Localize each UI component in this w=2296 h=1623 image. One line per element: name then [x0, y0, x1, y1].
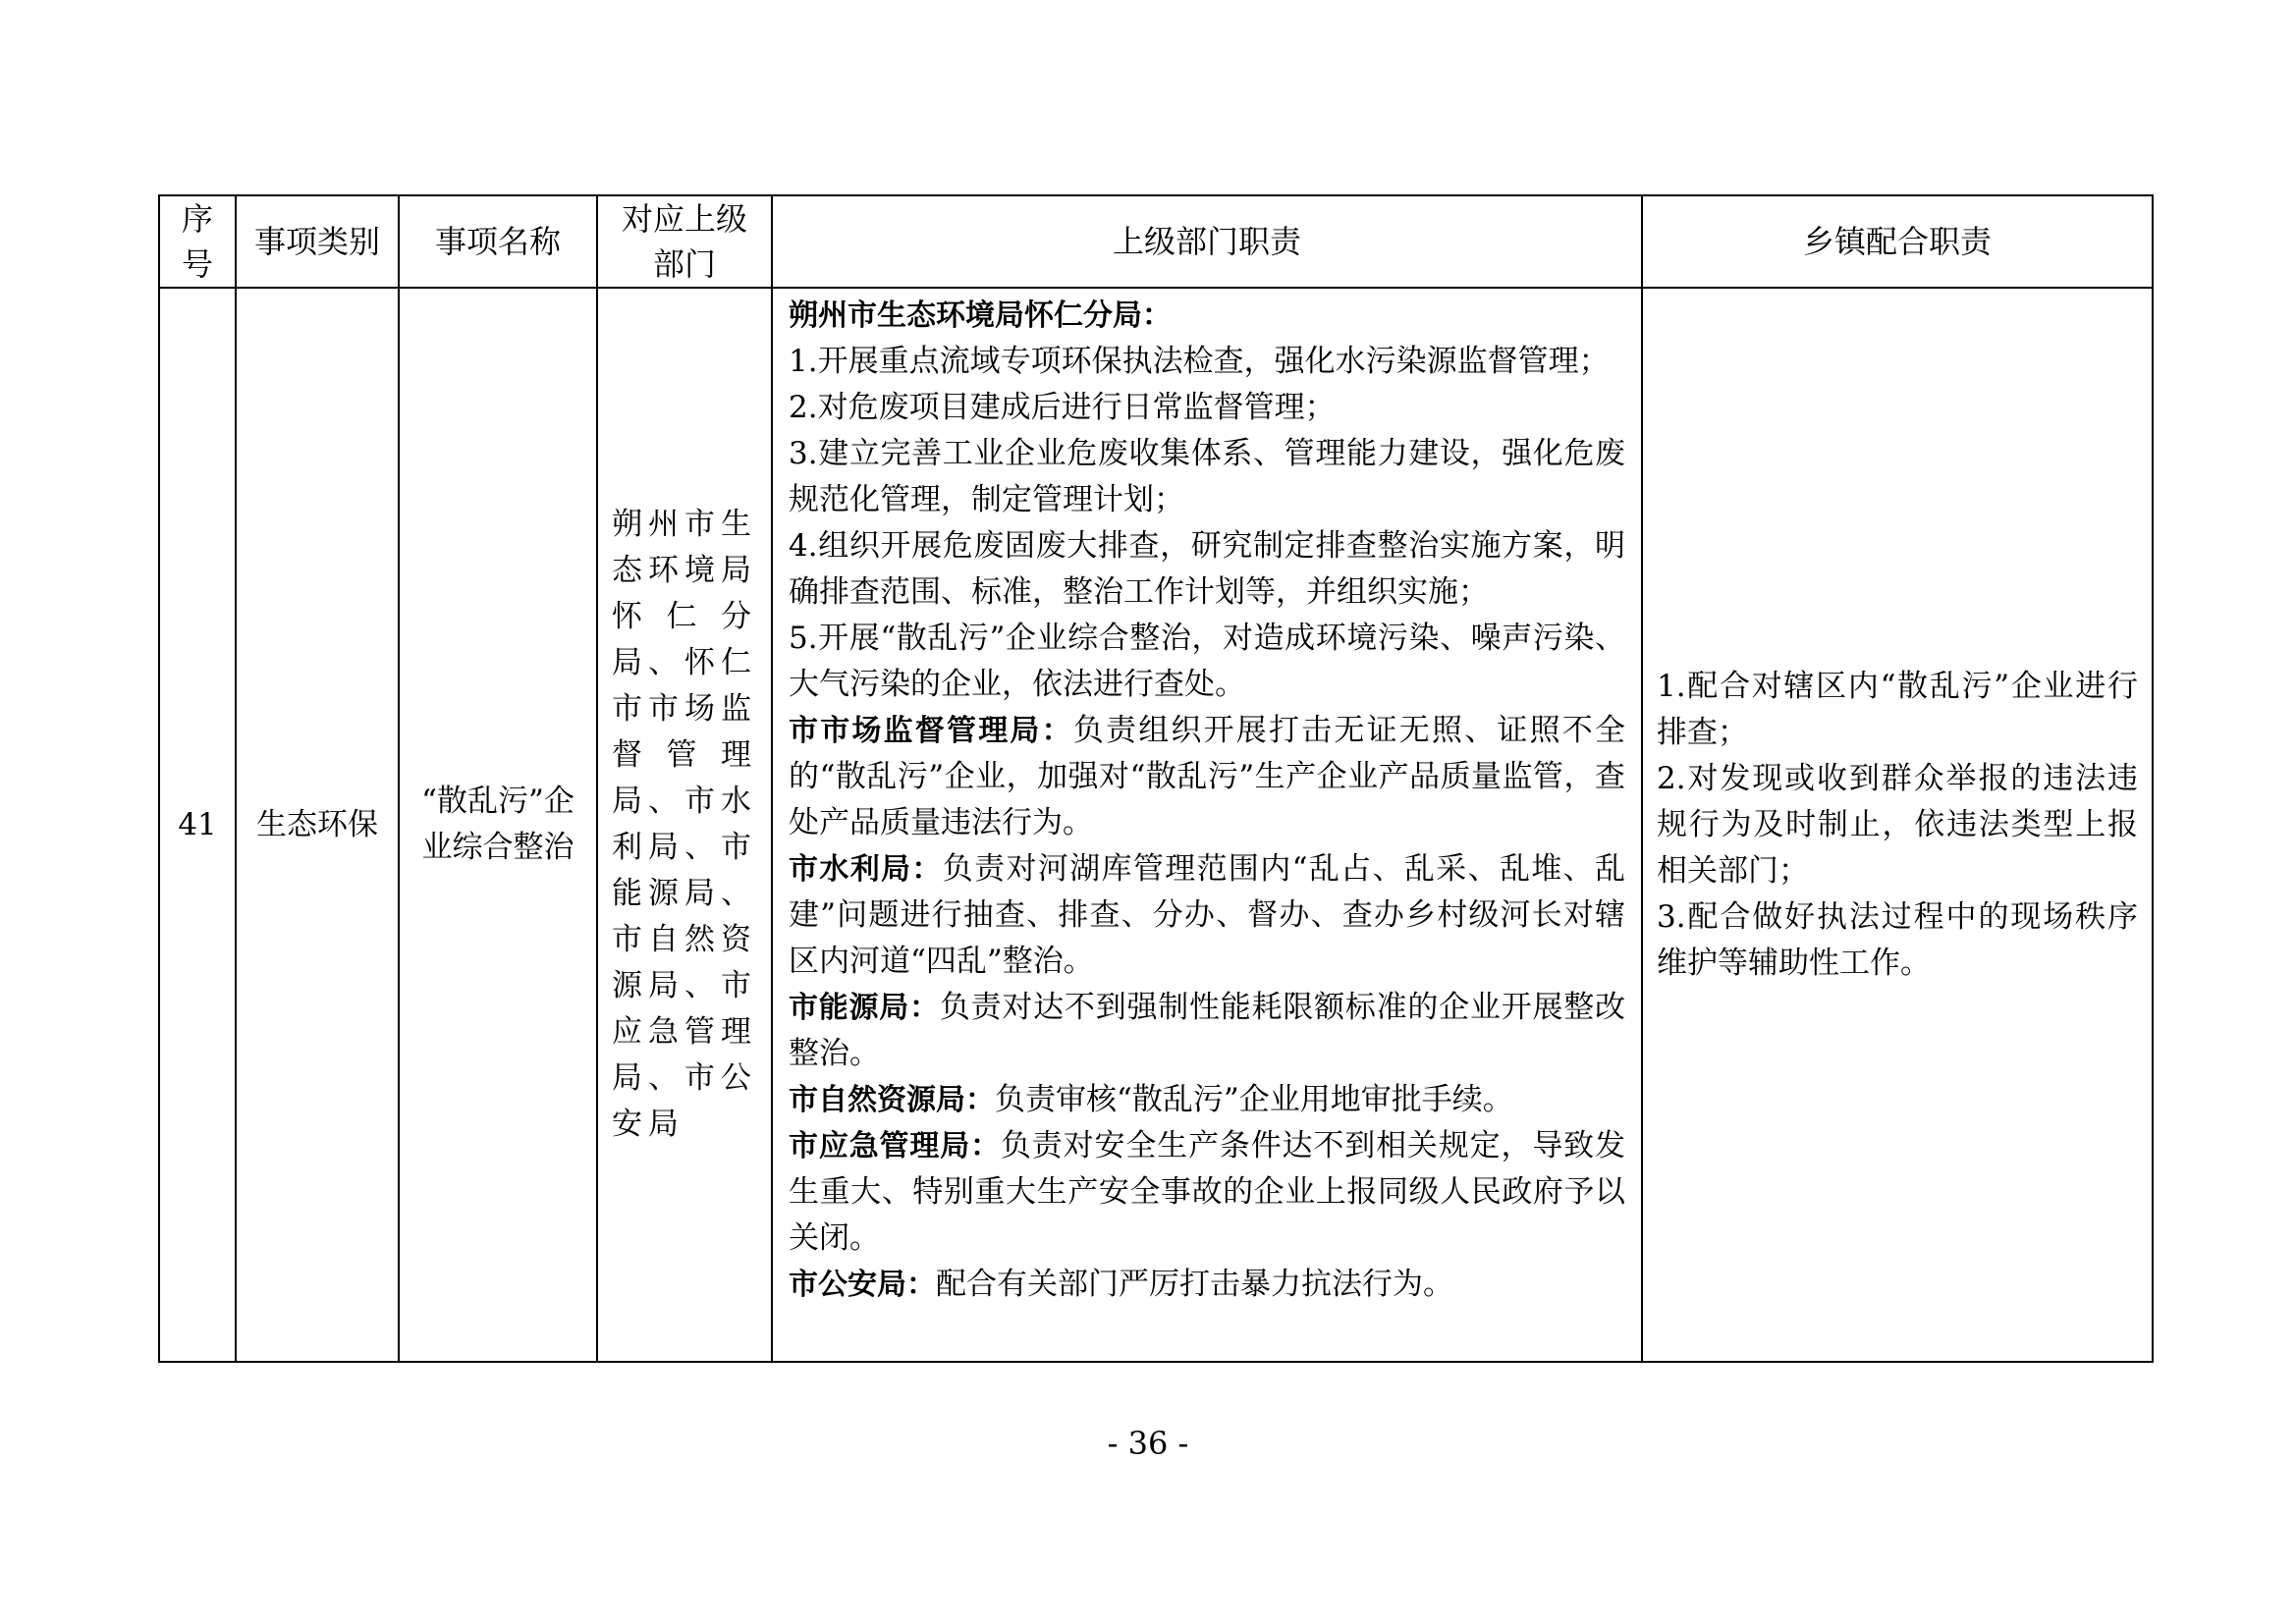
town-item: 2.对发现或收到群众举报的违法违规行为及时制止，依违法类型上报相关部门；: [1657, 760, 2138, 889]
agency-name: 市公安局：: [789, 1268, 936, 1302]
page-number: - 36 -: [1107, 1425, 1189, 1462]
town-item: 1.配合对辖区内“散乱污”企业进行排查；: [1657, 668, 2138, 750]
duty-item: 3.建立完善工业企业危废收集体系、管理能力建设，强化危废规范化管理，制定管理计划；: [789, 436, 1625, 517]
table-row: [159, 288, 2153, 1362]
cell-name: “散乱污”企业综合整治: [399, 288, 597, 1362]
agency-name: 市能源局：: [789, 991, 940, 1025]
agency-name: 市应急管理局：: [789, 1129, 1001, 1163]
duty-agency-title: [789, 293, 1625, 339]
agency-duty-text: 配合有关部门严厉打击暴力抗法行为。: [936, 1267, 1453, 1302]
duty-item: 1.开展重点流域专项环保执法检查，强化水污染源监督管理；: [789, 344, 1610, 379]
cell-seq: 41: [159, 288, 236, 1362]
duty-item: 4.组织开展危废固废大排查，研究制定排查整治实施方案，明确排查范围、标准，整治工作计划等，并组织实施；: [789, 528, 1625, 610]
header-dept: 对应上级 部门: [597, 195, 772, 288]
duty-agency-paragraph: [789, 1123, 1625, 1262]
header-seq: 序 号: [159, 195, 236, 288]
header-category: 事项类别: [236, 195, 399, 288]
header-name: 事项名称: [399, 195, 597, 288]
header-duty: 上级部门职责: [772, 195, 1642, 288]
duty-agency-paragraph: [789, 708, 1625, 846]
cell-town: [1642, 288, 2153, 1362]
agency-duty-text: 负责审核“散乱污”企业用地审批手续。: [995, 1082, 1513, 1117]
town-item: 3.配合做好执法过程中的现场秩序维护等辅助性工作。: [1657, 898, 2138, 981]
header-town: 乡镇配合职责: [1642, 195, 2153, 288]
duty-agency-paragraph: [789, 1262, 1625, 1308]
cell-dept: 朔州市生态环境局怀仁分局、怀仁市市场监督管理局、市水利局、市能源局、市自然资源局、市应急管理局、市公安局: [597, 288, 772, 1362]
agency-duty-text: 负责对安全生产条件达不到相关规定，导致发生重大、特别重大生产安全事故的企业上报同级人民政府予以关闭。: [789, 1128, 1626, 1256]
agency-name: 市自然资源局：: [789, 1083, 995, 1117]
duty-item: 5.开展“散乱污”企业综合整治，对造成环境污染、噪声污染、大气污染的企业，依法进行查处。: [789, 621, 1625, 702]
agency-duty-text: 负责对河湖库管理范围内“乱占、乱采、乱堆、乱建”问题进行抽查、排查、分办、督办、查办乡村级河长对辖区内河道“四乱”整治。: [789, 851, 1625, 979]
agency-name: 朔州市生态环境局怀仁分局：: [789, 298, 1172, 333]
agency-name: 市市场监督管理局：: [789, 714, 1073, 748]
agency-name: 市水利局：: [789, 852, 943, 887]
header-row: [159, 195, 2153, 288]
duty-agency-paragraph: [789, 846, 1625, 985]
cell-duty: [772, 288, 1642, 1362]
agency-duty-text: 负责组织开展打击无证无照、证照不全的“散乱污”企业，加强对“散乱污”生产企业产品质量监管，查处产品质量违法行为。: [789, 713, 1626, 840]
duty-item: 2.对危废项目建成后进行日常监督管理；: [789, 390, 1336, 425]
agency-duty-text: 负责对达不到强制性能耗限额标准的企业开展整改整治。: [789, 990, 1626, 1071]
cell-category: 生态环保: [236, 288, 399, 1362]
responsibility-table: [158, 194, 2154, 1363]
duty-agency-paragraph: [789, 985, 1625, 1077]
duty-agency-paragraph: [789, 1077, 1625, 1123]
